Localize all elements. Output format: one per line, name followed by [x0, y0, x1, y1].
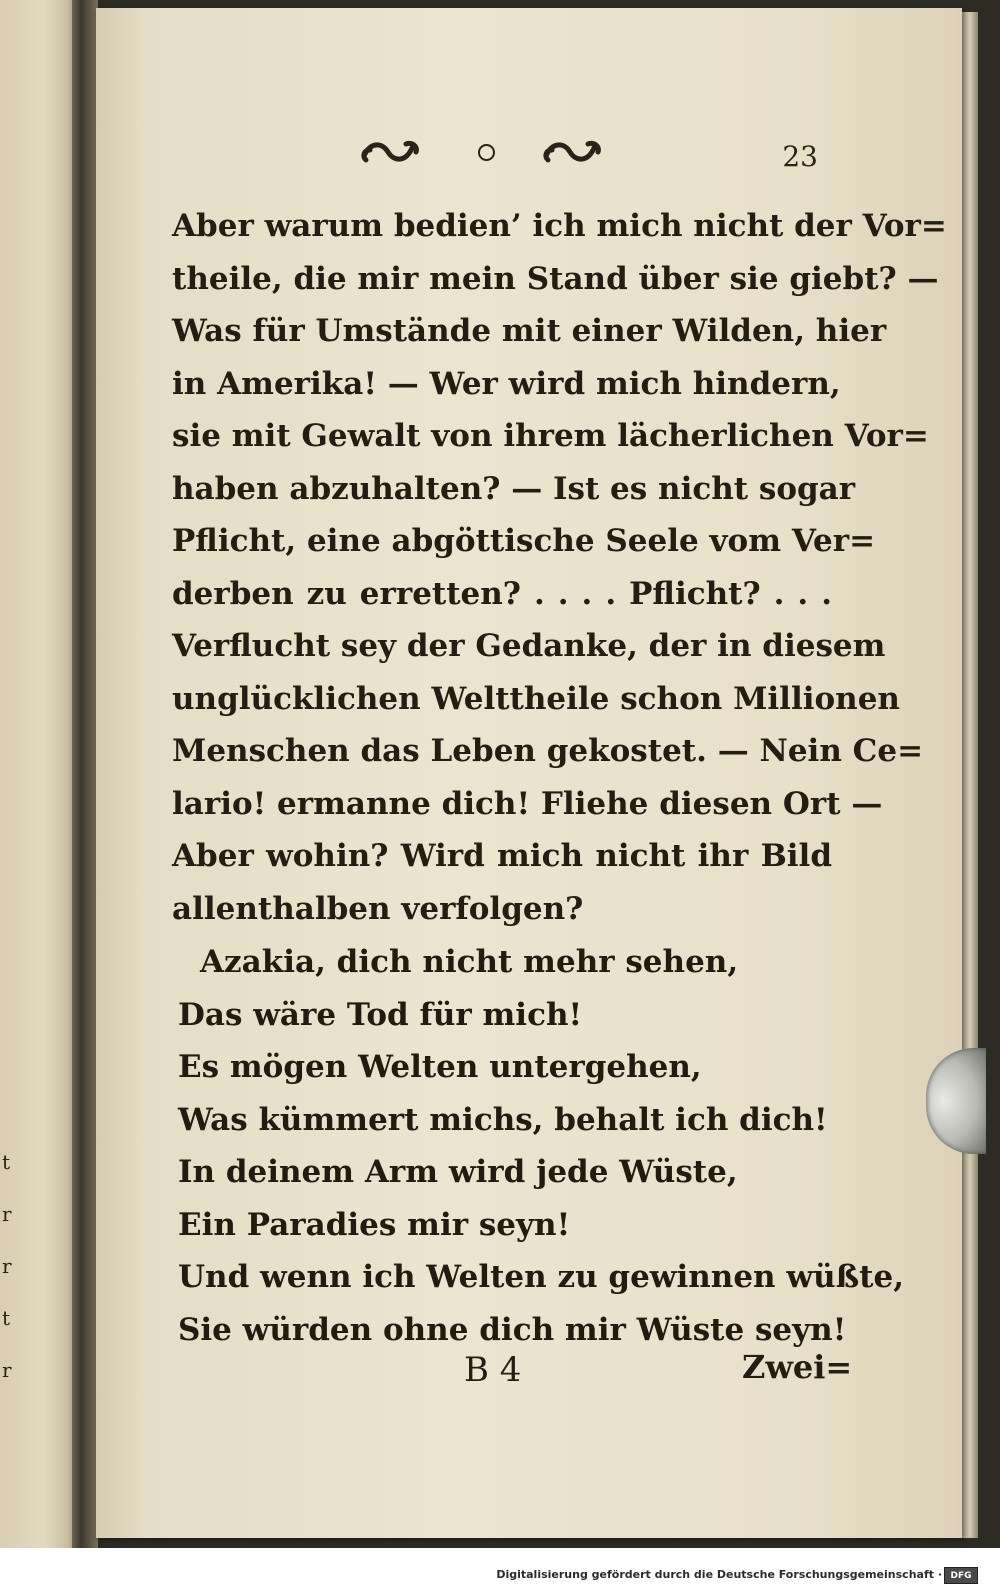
text-line: sie mit Gewalt von ihrem lächerlichen Vor= [172, 418, 929, 454]
page-header [360, 132, 830, 182]
text-line: Pflicht, eine abgöttische Seele vom Ver= [172, 523, 876, 559]
page-stack-edge [962, 12, 978, 1538]
text-line: haben abzuhalten? — Ist es nicht sogar [172, 470, 856, 507]
text-line: Aber warum bedien’ ich mich nicht der Vor= [172, 208, 947, 244]
verse-line: Was kümmert michs, behalt ich dich! [178, 1101, 828, 1138]
signature-mark: B 4 [464, 1350, 522, 1390]
verse-line: Es mögen Welten untergehen, [178, 1049, 702, 1085]
verse-line: Ein Paradies mir seyn! [178, 1206, 571, 1243]
verse-line: Azakia, dich nicht mehr sehen, [200, 944, 739, 980]
verse-line: Und wenn ich Welten zu gewinnen wüßte, [178, 1259, 905, 1295]
verse-line: Sie würden ohne dich mir Wüste seyn! [178, 1311, 847, 1348]
verse-line: Das wäre Tod für mich! [178, 996, 583, 1033]
left-mark: r [2, 1254, 12, 1278]
dfg-logo-icon [944, 1567, 978, 1584]
left-mark: t [2, 1306, 11, 1330]
left-mark: r [2, 1202, 12, 1226]
catchword: Zwei= [742, 1348, 853, 1386]
text-line: Menschen das Leben gekostet. — Nein Ce= [172, 733, 924, 769]
left-mark: r [2, 1358, 12, 1382]
text-line: unglücklichen Welttheile schon Millionen [172, 680, 900, 717]
text-line: Was für Umstände mit einer Wilden, hier [172, 313, 887, 349]
left-mark: t [2, 1150, 11, 1174]
dfg-logo-text: DFG [950, 1570, 972, 1581]
text-line: Verflucht sey der Gedanke, der in diesem [172, 628, 886, 664]
swirl-ornament-icon [360, 134, 422, 170]
book-spine [72, 0, 98, 1548]
text-line: lario! ermanne dich! Fliehe diesen Ort — [172, 785, 883, 822]
footer-bar [0, 1548, 1000, 1594]
swirl-ornament-icon [542, 134, 604, 170]
text-line: allenthalben verfolgen? [172, 890, 584, 927]
text-line: derben zu erretten? . . . . Pflicht? . . . [172, 575, 832, 612]
page-number: 23 [782, 140, 818, 173]
text-line: in Amerika! — Wer wird mich hindern, [172, 365, 841, 402]
prose-block [172, 200, 947, 935]
center-ornament-icon [478, 144, 495, 161]
verse-line: In deinem Arm wird jede Wüste, [178, 1154, 738, 1190]
text-line: Aber wohin? Wird mich nicht ihr Bild [172, 838, 832, 874]
left-page-marks [2, 1150, 22, 1410]
funding-credit: Digitalisierung gefördert durch die Deutsche Forschungsgemeinschaft · [496, 1568, 942, 1581]
verse-block [178, 936, 905, 1356]
text-line: theile, die mir mein Stand über sie giebt? — [172, 260, 939, 297]
